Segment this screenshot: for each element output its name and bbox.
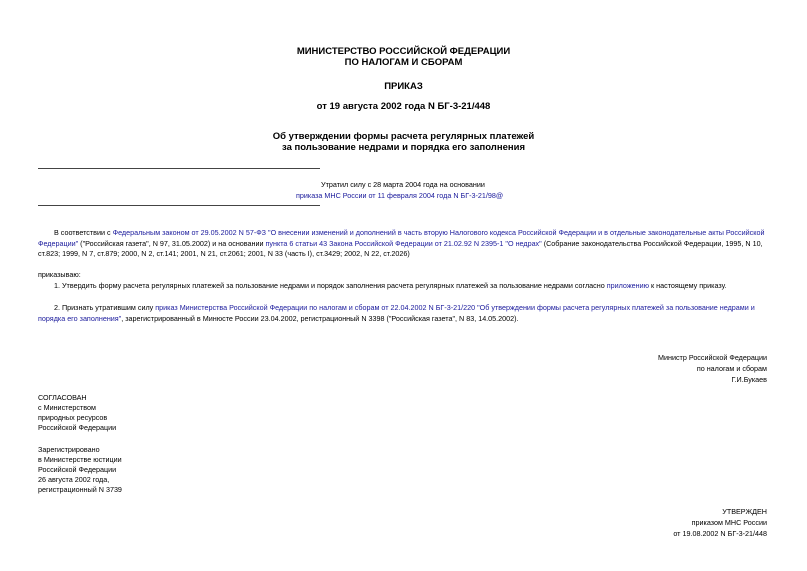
registration-line5: регистрационный N 3739: [38, 485, 122, 494]
signature-line2: по налогам и сборам: [696, 364, 767, 373]
repeal-note-text: Утратил силу с 28 марта 2004 года на основании: [321, 180, 485, 189]
preamble-paragraph: [38, 228, 773, 260]
order-item-2: [38, 303, 773, 324]
approved-line2: приказом МНС России: [691, 518, 767, 527]
federal-law-link[interactable]: Федеральным законом от 29.05.2002 N 57-ФЗ "О внесении изменений и дополнений в часть вторую Налогового кодекса Российской Федерации и в отдельные законодательные акты Российской Федерации": [38, 228, 765, 248]
document-date-number: от 19 августа 2002 года N БГ-3-21/448: [316, 101, 491, 112]
agreed-block: [38, 393, 116, 433]
approved-line3: от 19.08.2002 N БГ-3-21/448: [673, 529, 767, 538]
preamble-text-3: (Собрание законодательства Российской Федерации, 1995, N 10, ст.823; 1999, N 7, ст.879; 2000, N 2, ст.141; 2001, N 21, ст.2061; 2001, N 33 (часть I), ст.3429; 2002, N 22, ст.2026): [38, 238, 763, 258]
subsoil-law-link[interactable]: пункта 6 статьи 43 Закона Российской Федерации от 21.02.92 N 2395-1 "О недрах": [265, 238, 542, 248]
agreed-line3: природных ресурсов: [38, 413, 108, 422]
document-subject-line1: Об утверждении формы расчета регулярных платежей: [272, 131, 535, 142]
approved-line1: УТВЕРЖДЕН: [722, 507, 767, 516]
order-item-1: [38, 281, 773, 292]
agreed-line4: Российской Федерации: [38, 423, 117, 432]
signature-name: Г.И.Букаев: [731, 375, 767, 384]
repealed-order-link[interactable]: приказ Министерства Российской Федерации по налогам и сборам от 22.04.2002 N БГ-3-21/220 "Об утверждении формы расчета регулярных платежей за пользование недрами и порядка его заполнения": [38, 303, 755, 323]
document-subject-line2: за пользование недрами и порядка его заполнения: [281, 142, 525, 153]
agreed-line1: СОГЛАСОВАН: [38, 393, 87, 402]
appendix-link[interactable]: приложению: [606, 281, 650, 290]
registration-block: [38, 445, 122, 495]
signature-block: [658, 352, 767, 385]
signature-line1: Министр Российской Федерации: [657, 353, 767, 362]
ministry-title-line1: МИНИСТЕРСТВО РОССИЙСКОЙ ФЕДЕРАЦИИ: [296, 46, 511, 57]
registration-line2: в Министерстве юстиции: [38, 455, 122, 464]
item2-text-2: , зарегистрированный в Минюсте России 23.04.2002, регистрационный N 3398 ("Российская газета", N 83, 14.05.2002).: [121, 313, 519, 323]
preamble-text-2: ("Российская газета", N 97, 31.05.2002) и на основании: [78, 238, 266, 248]
agreed-line2: с Министерством: [38, 403, 96, 412]
document-type: ПРИКАЗ: [384, 81, 423, 92]
item1-text-2: к настоящему приказу.: [649, 281, 727, 290]
bottom-divider: [38, 205, 320, 206]
registration-line3: Российской Федерации: [38, 465, 117, 474]
ministry-title-line2: ПО НАЛОГАМ И СБОРАМ: [344, 57, 463, 68]
order-word: приказываю:: [38, 270, 81, 279]
approved-block: [673, 506, 767, 539]
top-divider: [38, 168, 320, 169]
preamble-text-1: В соответствии с: [54, 228, 113, 237]
registration-line1: Зарегистрировано: [38, 445, 100, 454]
item1-text-1: 1. Утвердить форму расчета регулярных платежей за пользование недрами и порядок заполнения расчета регулярных платежей за пользование недрами согласно: [54, 281, 607, 290]
registration-line4: 26 августа 2002 года,: [38, 475, 110, 484]
item2-text-1: 2. Признать утратившим силу: [54, 303, 156, 312]
repeal-order-link[interactable]: приказа МНС России от 11 февраля 2004 года N БГ-3-21/98@: [296, 191, 504, 200]
